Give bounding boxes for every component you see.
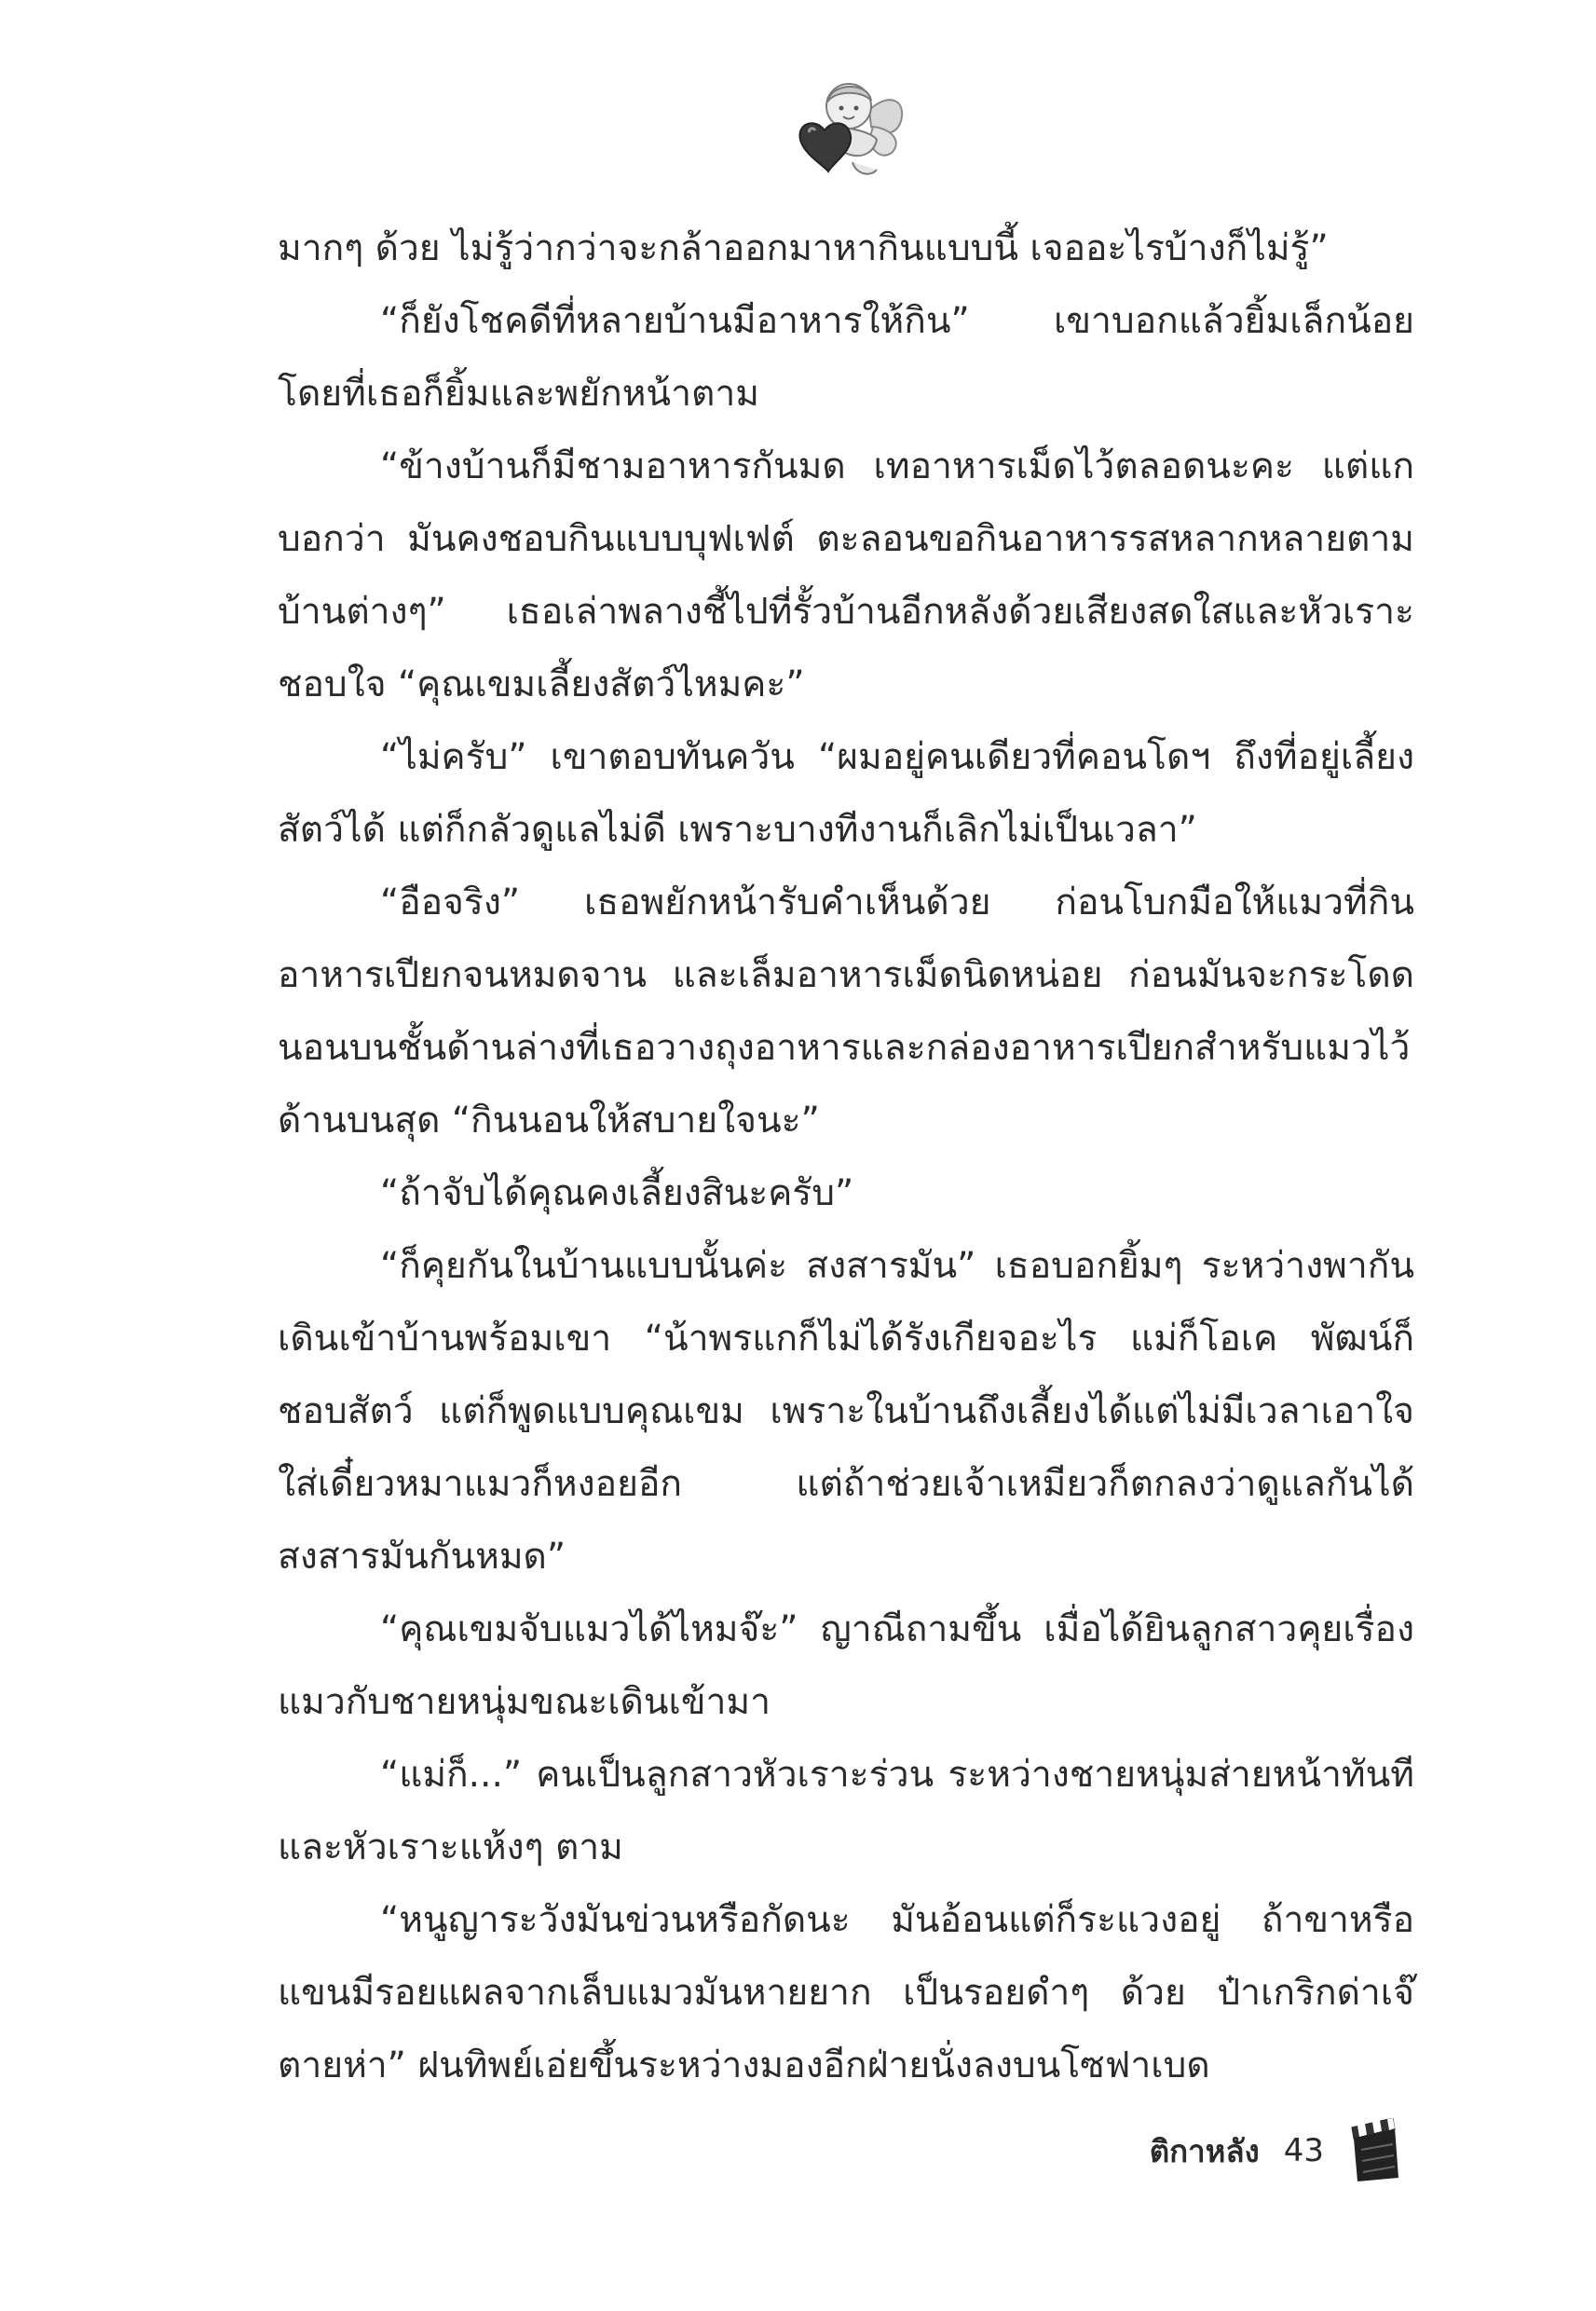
paragraph: “ก็คุยกันในบ้านแบบนั้นค่ะ สงสารมัน” เธอบอกยิ้มๆ ระหว่างพากันเดินเข้าบ้านพร้อมเขา “น้าพรแกก็ไม่ได้รังเกียจอะไร แม่ก็โอเค พัฒน์ก็ชอบสัตว์ แต่ก็พูดแบบคุณเขม เพราะในบ้านถึงเลี้ยงได้แต่ไม่มีเวลาเอาใจใส่เดี๋ยวหมาแมวก็หงอยอีก แต่ถ้าช่วยเจ้าเหมียวก็ตกลงว่าดูแลกันได้ สงสารมันกันหมด” — [278, 1245, 1414, 1578]
running-title: ติกาหลัง — [1149, 2132, 1260, 2169]
paragraph: “หนูญาระวังมันข่วนหรือกัดนะ มันอ้อนแต่ก็ระแวงอยู่ ถ้าขาหรือแขนมีรอยแผลจากเล็บแมวมันหายยาก เป็นรอยดำๆ ด้วย ป๋าเกริกด่าเจ๊ตายห่า” ฝนทิพย์เอ่ยขึ้นระหว่างมองอีกฝ่ายนั่งลงบนโซฟาเบด — [278, 1899, 1414, 2086]
paragraph: “ถ้าจับได้คุณคงเลี้ยงสินะครับ” — [380, 1172, 854, 1214]
cherub-heart-icon — [787, 73, 908, 185]
paragraph: “แม่ก็...” คนเป็นลูกสาวหัวเราะร่วน ระหว่างชายหนุ่มส่ายหน้าทันทีและหัวเราะแห้งๆ ตาม — [278, 1754, 1414, 1868]
clapperboard-icon — [1348, 2118, 1400, 2183]
paragraph: “ก็ยังโชคดีที่หลายบ้านมีอาหารให้กิน” เขาบอกแล้วยิ้มเล็กน้อย โดยที่เธอก็ยิ้มและพยักหน้าตาม — [278, 300, 1414, 415]
body-text — [278, 212, 1414, 2102]
paragraph: “ข้างบ้านก็มีชามอาหารกันมด เทอาหารเม็ดไว้ตลอดนะคะ แต่แกบอกว่า มันคงชอบกินแบบบุฟเฟต์ ตะลอนขอกินอาหารรสหลากหลายตามบ้านต่างๆ” เธอเล่าพลางชี้ไปที่รั้วบ้านอีกหลังด้วยเสียงสดใสและหัวเราะชอบใจ “คุณเขมเลี้ยงสัตว์ไหมคะ” — [278, 445, 1414, 705]
paragraph: “ไม่ครับ” เขาตอบทันควัน “ผมอยู่คนเดียวที่คอนโดฯ ถึงที่อยู่เลี้ยงสัตว์ได้ แต่ก็กลัวดูแลไม่ดี เพราะบางทีงานก็เลิกไม่เป็นเวลา” — [278, 736, 1414, 851]
page-footer — [1150, 2113, 1400, 2188]
page-number: 43 — [1283, 2132, 1324, 2169]
paragraph: มากๆ ด้วย ไม่รู้ว่ากว่าจะกล้าออกมาหากินแบบนี้ เจออะไรบ้างก็ไม่รู้” — [278, 227, 1329, 269]
paragraph: “คุณเขมจับแมวได้ไหมจ๊ะ” ญาณีถามขึ้น เมื่อได้ยินลูกสาวคุยเรื่องแมวกับชายหนุ่มขณะเดินเข้ามา — [278, 1608, 1414, 1723]
paragraph: “อือจริง” เธอพยักหน้ารับคำเห็นด้วย ก่อนโบกมือให้แมวที่กินอาหารเปียกจนหมดจาน และเล็มอาหารเม็ดนิดหน่อย ก่อนมันจะกระโดดนอนบนชั้นด้านล่างที่เธอวางถุงอาหารและกล่องอาหารเปียกสำหรับแมวไว้ด้านบนสุด “กินนอนให้สบายใจนะ” — [278, 882, 1414, 1142]
